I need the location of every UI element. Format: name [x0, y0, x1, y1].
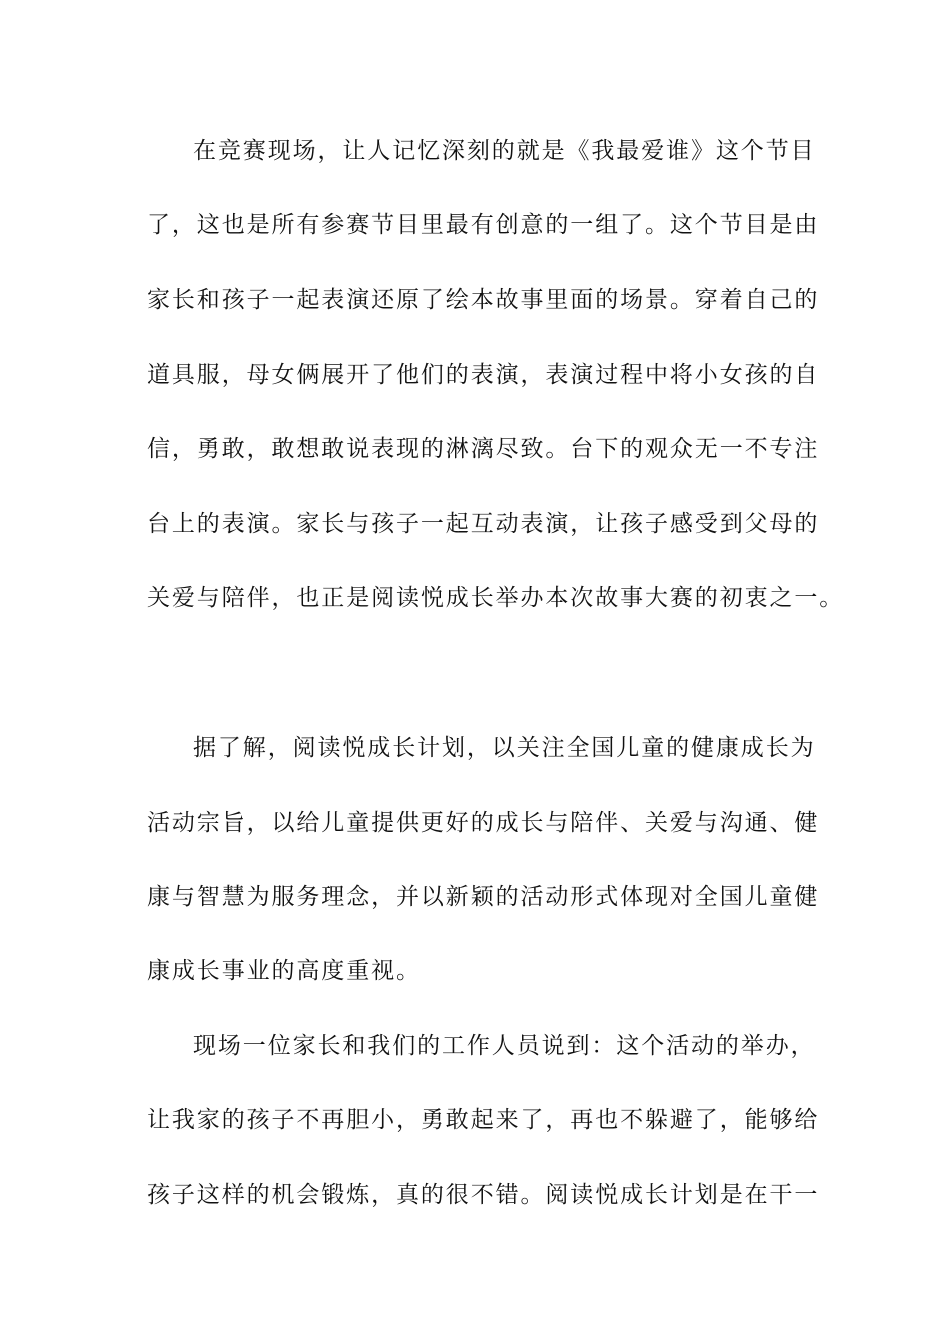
paragraph-1-line-2: 了，这也是所有参赛节目里最有创意的一组了。这个节目是由 — [147, 212, 820, 238]
paragraph-1-line-7: 关爱与陪伴，也正是阅读悦成长举办本次故事大赛的初衷之一。 — [147, 585, 845, 611]
paragraph-2-line-4: 康成长事业的高度重视。 — [147, 958, 421, 984]
paragraph-1-line-6: 台上的表演。家长与孩子一起互动表演，让孩子感受到父母的 — [147, 511, 820, 537]
paragraph-3-line-3: 孩子这样的机会锻炼，真的很不错。阅读悦成长计划是在干一 — [147, 1182, 820, 1208]
paragraph-2-line-1: 据了解，阅读悦成长计划，以关注全国儿童的健康成长为 — [193, 735, 816, 761]
paragraph-1-line-4: 道具服，母女俩展开了他们的表演，表演过程中将小女孩的自 — [147, 362, 820, 388]
paragraph-1-line-3: 家长和孩子一起表演还原了绘本故事里面的场景。穿着自己的 — [147, 287, 820, 313]
paragraph-2-line-2: 活动宗旨，以给儿童提供更好的成长与陪伴、关爱与沟通、健 — [147, 810, 820, 836]
paragraph-1-line-1: 在竞赛现场，让人记忆深刻的就是《我最爱谁》这个节目 — [193, 138, 816, 164]
paragraph-3-line-2: 让我家的孩子不再胆小，勇敢起来了，再也不躲避了，能够给 — [147, 1107, 820, 1133]
paragraph-3-line-1: 现场一位家长和我们的工作人员说到：这个活动的举办， — [193, 1033, 816, 1059]
paragraph-2-line-3: 康与智慧为服务理念，并以新颖的活动形式体现对全国儿童健 — [147, 884, 820, 910]
paragraph-1-line-5: 信，勇敢，敢想敢说表现的淋漓尽致。台下的观众无一不专注 — [147, 436, 820, 462]
